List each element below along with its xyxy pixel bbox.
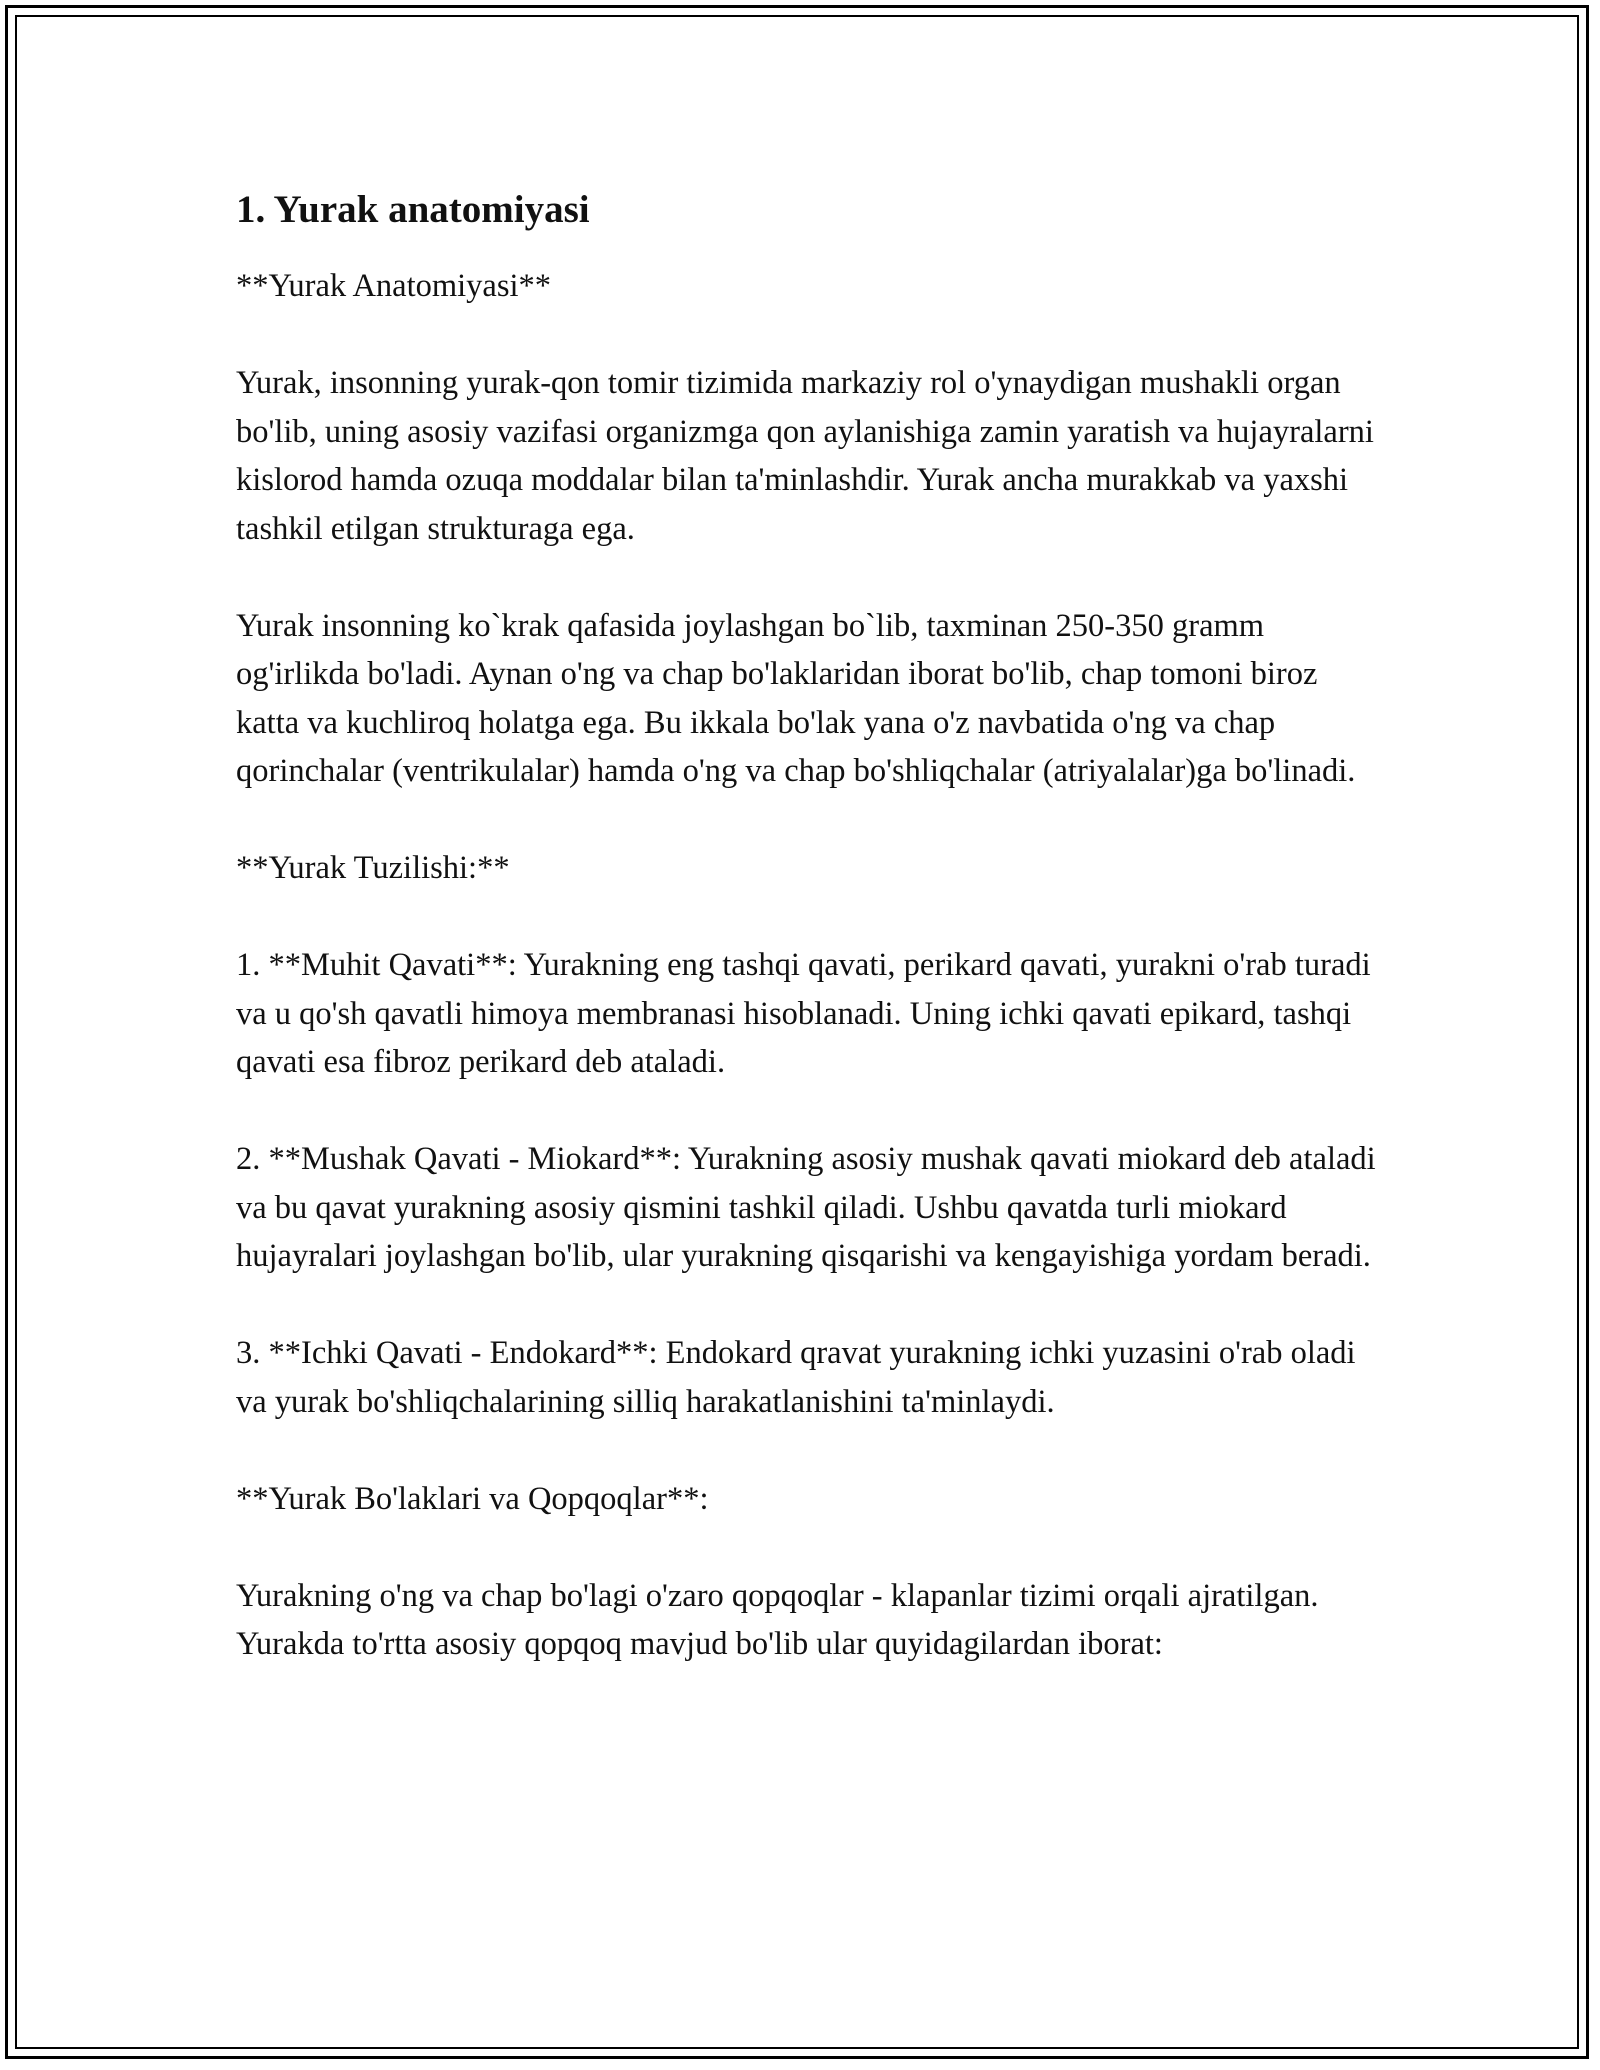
location-paragraph: Yurak insonning ko`krak qafasida joylashgan bo`lib, taxminan 250-350 gramm og'irlikda bo'ladi. Aynan o'ng va chap bo'laklaridan iborat bo'lib, chap tomoni biroz katta va kuchliroq holatga ega. Bu ikkala bo'lak yana o'z navbatida o'ng va chap qorinchalar (ventrikulalar) hamda o'ng va chap bo'shliqchalar (atriyalalar)ga bo'linadi.: [236, 607, 1356, 789]
layer-3-paragraph: 3. **Ichki Qavati - Endokard**: Endokard qravat yurakning ichki yuzasini o'rab oladi va yurak bo'shliqchalarining silliq harakatlanishini ta'minlaydi.: [236, 1335, 1356, 1420]
structure-heading-paragraph: **Yurak Tuzilishi:**: [236, 850, 510, 886]
intro-paragraph: Yurak, insonning yurak-qon tomir tizimida markaziy rol o'ynaydigan mushakli organ bo'lib, uning asosiy vazifasi organizmga qon aylanishiga zamin yaratish va hujayralarni kislorod hamda ozuqa moddalar bilan ta'minlashdir. Yurak ancha murakkab va yaxshi tashkil etilgan strukturaga ega.: [236, 365, 1374, 547]
layer-2-paragraph: 2. **Mushak Qavati - Miokard**: Yurakning asosiy mushak qavati miokard deb ataladi va bu qavat yurakning asosiy qismini tashkil qiladi. Ushbu qavatda turli miokard hujayralari joylashgan bo'lib, ular yurakning qisqarishi va kengayishiga yordam beradi.: [236, 1141, 1376, 1274]
layer-1-paragraph: 1. **Muhit Qavati**: Yurakning eng tashqi qavati, perikard qavati, yurakni o'rab turadi va u qo'sh qavatli himoya membranasi hisoblanadi. Uning ichki qavati epikard, tashqi qavati esa fibroz perikard deb ataladi.: [236, 947, 1371, 1080]
document-body: [236, 186, 1376, 1717]
valves-paragraph: Yurakning o'ng va chap bo'lagi o'zaro qopqoqlar - klapanlar tizimi orqali ajratilgan. Yurakda to'rtta asosiy qopqoq mavjud bo'lib ular quyidagilardan iborat:: [236, 1577, 1319, 1662]
valves-heading-paragraph: **Yurak Bo'laklari va Qopqoqlar**:: [236, 1480, 709, 1517]
section-heading: 1. Yurak anatomiyasi: [236, 188, 590, 231]
subtitle-paragraph: **Yurak Anatomiyasi**: [236, 268, 552, 304]
